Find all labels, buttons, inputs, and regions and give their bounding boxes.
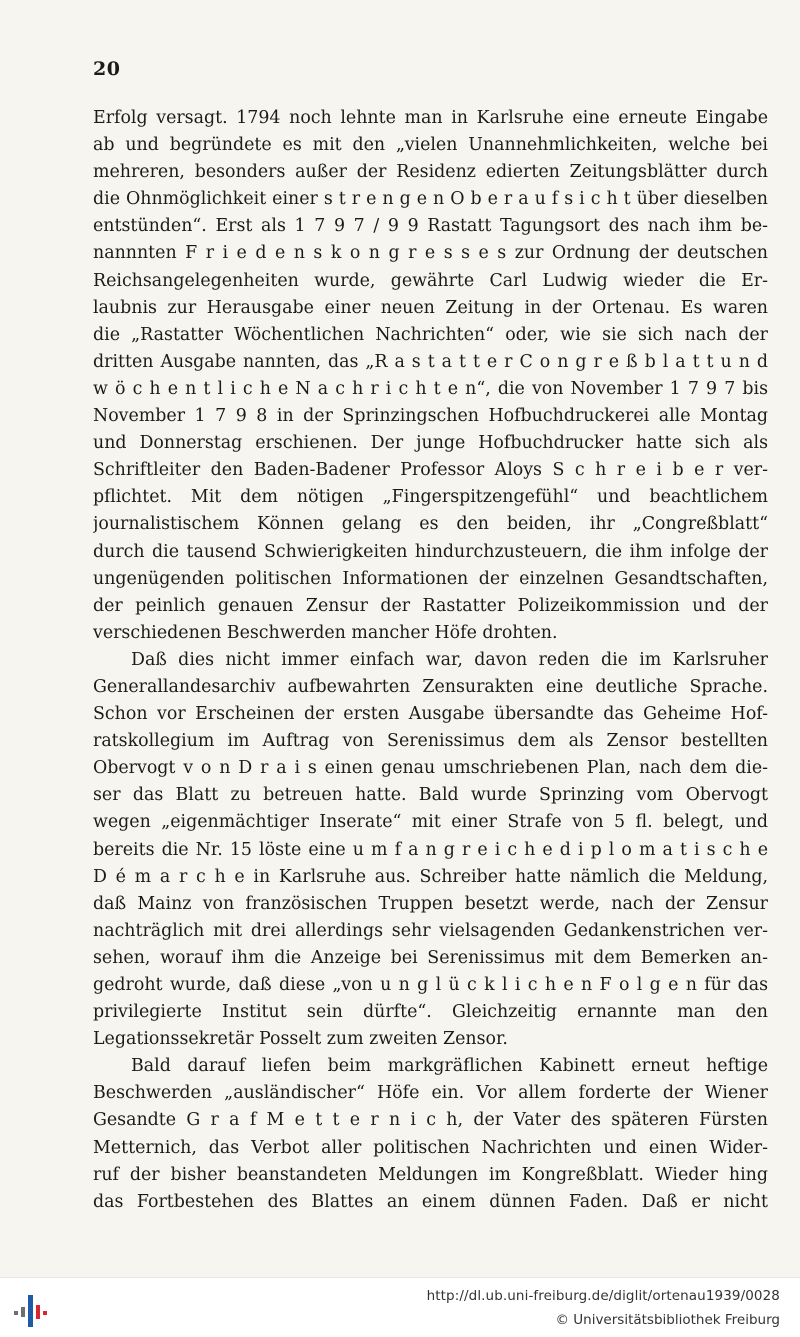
text-line: Bald darauf liefen beim markgräflichen Kabinett erneut heftige bbox=[131, 1056, 768, 1077]
text-line: Obervogt v o n D r a i s einen genau umschriebenen Plan, nach dem die- bbox=[93, 758, 768, 779]
text-line: nannnten F r i e d e n s k o n g r e s s e s zur Ordnung der deutschen bbox=[93, 243, 768, 264]
text-line: daß Mainz von französischen Truppen besetzt werde, nach der Zensur bbox=[93, 893, 768, 914]
text-line: ab und begründete es mit den „vielen Unannehmlichkeiten, welche bei bbox=[93, 135, 768, 156]
text-line: ruf der bisher beanstandeten Meldungen im Kongreßblatt. Wieder hing bbox=[93, 1164, 768, 1185]
text-line: verschiedenen Beschwerden mancher Höfe drohten. bbox=[93, 622, 558, 643]
text-line: wegen „eigenmächtiger Inserate“ mit einer Strafe von 5 fl. belegt, und bbox=[93, 812, 768, 833]
text-line: November 1 7 9 8 in der Sprinzingschen Hofbuchdruckerei alle Montag bbox=[93, 406, 768, 427]
text-line: Gesandte G r a f M e t t e r n i c h, der Vater des späteren Fürsten bbox=[93, 1110, 768, 1131]
text-line: Legationssekretär Posselt zum zweiten Zensor. bbox=[93, 1029, 508, 1050]
text-line: mehreren, besonders außer der Residenz edierten Zeitungsblätter durch bbox=[93, 162, 768, 183]
permalink-url[interactable]: http://dl.ub.uni-freiburg.de/diglit/ortenau1939/0028 bbox=[426, 1288, 780, 1304]
text-line: laubnis zur Herausgabe einer neuen Zeitung in der Ortenau. Es waren bbox=[93, 297, 768, 318]
text-line: gedroht wurde, daß diese „von u n g l ü c k l i c h e n F o l g e n für das bbox=[93, 975, 768, 995]
text-line: privilegierte Institut sein dürfte“. Gleichzeitig ernannte man den bbox=[93, 1002, 768, 1023]
text-line: ungenügenden politischen Informationen der einzelnen Gesandtschaften, bbox=[93, 568, 768, 589]
text-line: w ö c h e n t l i c h e N a c h r i c h t e n“, die von November 1 7 9 7 bis bbox=[93, 378, 768, 399]
library-logo-icon bbox=[12, 1287, 52, 1331]
text-line: sehen, worauf ihm die Anzeige bei Serenissimus mit dem Bemerken an- bbox=[93, 947, 768, 968]
text-line: Schriftleiter den Baden-Badener Professor Aloys S c h r e i b e r ver- bbox=[93, 460, 768, 481]
text-line: der peinlich genauen Zensur der Rastatter Polizeikommission und der bbox=[93, 595, 768, 616]
text-line: Schon vor Erscheinen der ersten Ausgabe übersandte das Geheime Hof- bbox=[93, 704, 768, 725]
text-line: die Ohnmöglichkeit einer s t r e n g e n O b e r a u f s i c h t über dieselben bbox=[93, 189, 768, 210]
text-line: ratskollegium im Auftrag von Serenissimus dem als Zensor bestellten bbox=[93, 731, 768, 752]
text-line: Generallandesarchiv aufbewahrten Zensurakten eine deutliche Sprache. bbox=[93, 676, 768, 697]
text-line: entstünden“. Erst als 1 7 9 7 / 9 9 Rastatt Tagungsort des nach ihm be- bbox=[93, 216, 768, 237]
text-line: und Donnerstag erschienen. Der junge Hofbuchdrucker hatte sich als bbox=[93, 433, 768, 454]
text-line: journalistischem Können gelang es den beiden, ihr „Congreßblatt“ bbox=[93, 514, 768, 535]
text-line: Metternich, das Verbot aller politischen Nachrichten und einen Wider- bbox=[93, 1137, 768, 1158]
text-line: Reichsangelegenheiten wurde, gewährte Carl Ludwig wieder die Er- bbox=[93, 270, 768, 291]
copyright-notice: © Universitätsbibliothek Freiburg bbox=[555, 1312, 780, 1328]
text-line: die „Rastatter Wöchentlichen Nachrichten“ oder, wie sie sich nach der bbox=[93, 324, 768, 345]
text-line: Daß dies nicht immer einfach war, davon reden die im Karlsruher bbox=[131, 649, 768, 670]
text-line: durch die tausend Schwierigkeiten hindurchzusteuern, die ihm infolge der bbox=[93, 541, 768, 562]
text-line: Beschwerden „ausländischer“ Höfe ein. Vor allem forderte der Wiener bbox=[93, 1083, 768, 1104]
text-line: pflichtet. Mit dem nötigen „Fingerspitzengefühl“ und beachtlichem bbox=[93, 487, 768, 508]
text-line: Erfolg versagt. 1794 noch lehnte man in Karlsruhe eine erneute Eingabe bbox=[93, 108, 768, 128]
body-text bbox=[93, 105, 768, 1216]
text-line: D é m a r c h e in Karlsruhe aus. Schreiber hatte nämlich die Meldung, bbox=[93, 866, 768, 887]
page-number: 20 bbox=[93, 58, 121, 80]
text-line: ser das Blatt zu betreuen hatte. Bald wurde Sprinzing vom Obervogt bbox=[93, 785, 768, 806]
text-line: dritten Ausgabe nannten, das „R a s t a t t e r C o n g r e ß b l a t t u n d bbox=[93, 351, 768, 372]
text-line: bereits die Nr. 15 löste eine u m f a n g r e i c h e d i p l o m a t i s c h e bbox=[93, 839, 768, 860]
text-line: nachträglich mit drei allerdings sehr vielsagenden Gedankenstrichen ver- bbox=[93, 920, 768, 941]
text-line: das Fortbestehen des Blattes an einem dünnen Faden. Daß er nicht bbox=[93, 1191, 768, 1212]
viewer-footer bbox=[0, 1277, 800, 1337]
